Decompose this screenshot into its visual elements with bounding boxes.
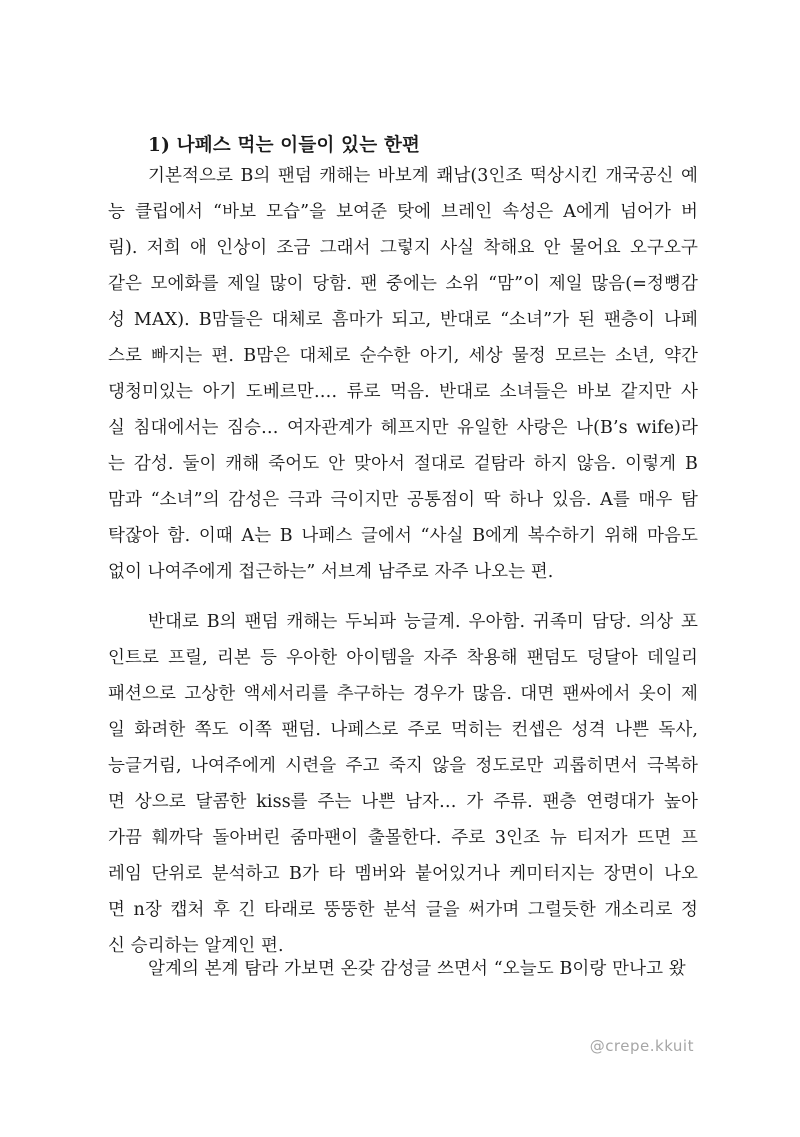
text-line: 레임 단위로 분석하고 B가 타 멤버와 붙어있거나 케미터지는 장면이 나오 <box>108 864 698 884</box>
text-line: 인트로 프릴, 리본 등 우아한 아이템을 자주 착용해 팬덤도 덩달아 데일리 <box>108 648 698 668</box>
text-line: 댕청미있는 아기 도베르만…. 류로 먹음. 반대로 소녀들은 바보 같지만 사 <box>108 382 698 402</box>
text-line: 가끔 훼까닥 돌아버린 줌마팬이 출몰한다. 주로 3인조 뉴 티저가 뜨면 프 <box>108 828 698 848</box>
watermark-handle: @crepe.kkuit <box>589 1037 694 1055</box>
text-line: 맘과 “소녀”의 감성은 극과 극이지만 공통점이 딱 하나 있음. A를 매우 탐 <box>108 490 698 510</box>
text-line: 실 침대에서는 짐승… 여자관계가 헤프지만 유일한 사랑은 나(B’s wife)라 <box>108 418 698 438</box>
text-line: 알계의 본계 탐라 가보면 온갖 감성글 쓰면서 “오늘도 B이랑 만나고 왔 <box>148 959 686 979</box>
text-line: 탁잖아 함. 이때 A는 B 나페스 글에서 “사실 B에게 복수하기 위해 마음도 <box>108 526 698 546</box>
text-line: 같은 모에화를 제일 많이 당함. 팬 중에는 소위 “맘”이 제일 많음(=정뼝감 <box>108 274 698 294</box>
text-line: 스로 빠지는 편. B맘은 대체로 순수한 아기, 세상 물정 모르는 소년, 약간 <box>108 346 698 366</box>
text-line: 신 승리하는 알계인 편. <box>108 936 284 956</box>
text-line: 능글거림, 나여주에게 시련을 주고 죽지 않을 정도로만 괴롭히면서 극복하 <box>108 756 698 776</box>
text-line: 패션으로 고상한 액세서리를 추구하는 경우가 많음. 대면 팬싸에서 옷이 제 <box>108 684 698 704</box>
text-line: 일 화려한 쪽도 이쪽 팬덤. 나페스로 주로 먹히는 컨셉은 성격 나쁜 독사, <box>108 720 698 740</box>
paragraph-1 <box>108 158 698 590</box>
text-line: 성 MAX). B맘들은 대체로 흠마가 되고, 반대로 “소녀”가 된 팬층이 나페 <box>108 310 698 330</box>
text-line: 반대로 B의 팬덤 캐해는 두뇌파 능글계. 우아함. 귀족미 담당. 의상 포 <box>148 612 698 632</box>
text-line: 기본적으로 B의 팬덤 캐해는 바보계 쾌남(3인조 떡상시킨 개국공신 예 <box>148 166 698 186</box>
text-line: 면 n장 캡처 후 긴 타래로 뚱뚱한 분석 글을 써가며 그럴듯한 개소리로 정 <box>108 900 698 920</box>
section-heading: 1) 나페스 먹는 이들이 있는 한편 <box>148 135 421 156</box>
paragraph-2 <box>108 604 698 964</box>
text-line: 능 클립에서 “바보 모습”을 보여준 탓에 브레인 속성은 A에게 넘어가 버 <box>108 202 698 222</box>
paragraph-3 <box>108 951 698 987</box>
text-line: 면 상으로 달콤한 kiss를 주는 나쁜 남자… 가 주류. 팬층 연령대가 높아 <box>108 792 698 812</box>
text-line: 는 감성. 둘이 캐해 죽어도 안 맞아서 절대로 겉탐라 하지 않음. 이렇게 B <box>108 454 698 474</box>
text-line: 없이 나여주에게 접근하는” 서브계 남주로 자주 나오는 편. <box>108 562 554 582</box>
text-line: 림). 저희 애 인상이 조금 그래서 그렇지 사실 착해요 안 물어요 오구오구 <box>108 238 698 258</box>
